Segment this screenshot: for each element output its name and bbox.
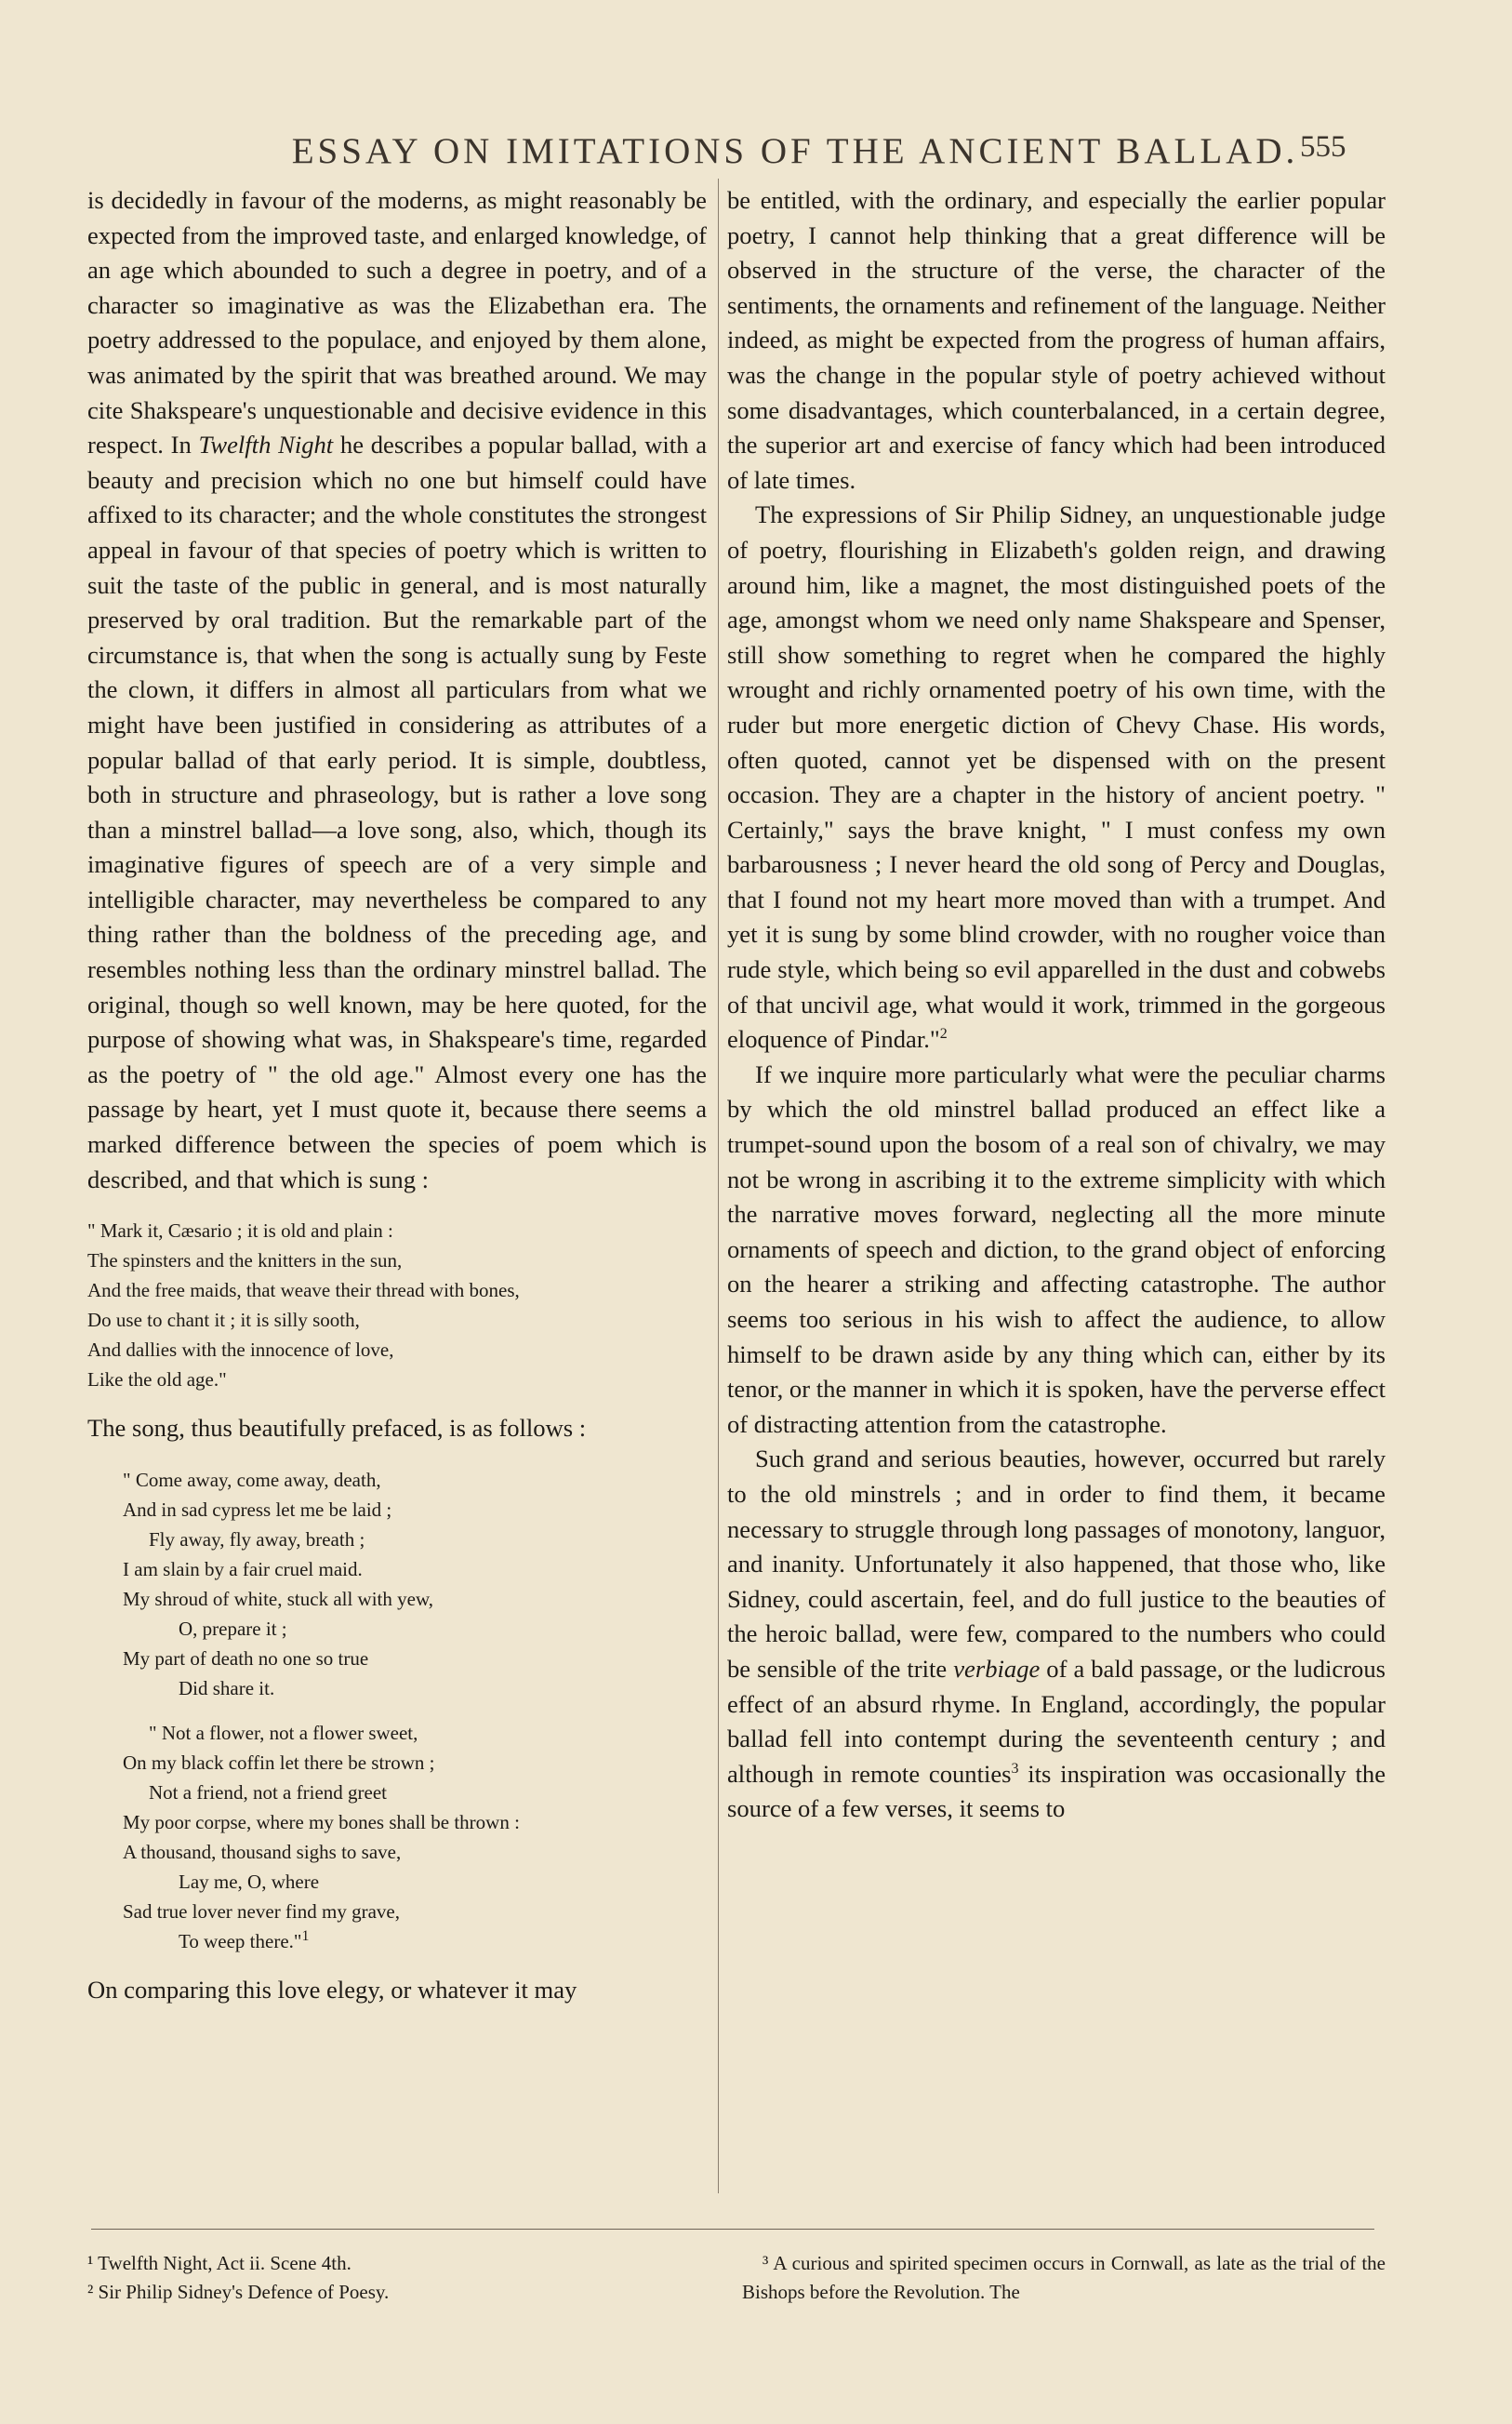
verse-line: Sad true lover never find my grave, [123,1899,400,1923]
paragraph: If we inquire more particularly what were the peculiar charms by which the old minstrel ballad produced an effect like a trumpet-sound upon the bosom of a real son of chivalry, we may not be wrong in ascribing it to the extreme simplicity with which the narrative moves forward, neglecting all the more minute ornaments of speech and diction, to the grand object of enforcing on the hearer a striking and affecting catastrophe. The author seems too serious in his wish to affect the audience, to allow himself to be drawn aside by any thing which can, either by its tenor, or the manner in which it is spoken, have the perverse effect of distracting attention from the catastrophe. [727,1059,1386,1438]
footnote-mark: 1 [301,1927,310,1944]
paragraph [727,498,1386,1058]
footnote-rule [91,2229,1374,2230]
verse-text: To weep there." [179,1929,302,1952]
verse-line: Like the old age." [87,1368,227,1392]
verse-line: Do use to chant it ; it is silly sooth, [87,1309,360,1332]
paragraph: be entitled, with the ordinary, and especially the earlier popular poetry, I cannot help thinking that a great difference will be observed in the structure of the verse, the character of the sentiments, the ornaments and refinement of the language. Neither indeed, as might be expected from the progress of human affairs, was the change in the popular style of poetry achieved without some disadvantages, which counterbalanced, in a certain degree, the superior art and exercise of fancy which had been introduced of late times. [727,186,1386,494]
verse-line: My part of death no one so true [123,1646,369,1670]
paragraph-text: is decidedly in favour of the moderns, as might reasonably be expected from the improved taste, and enlarged knowledge, of an age which abounded to such a degree in poetry, and of a character so imaginative as was the Elizabethan era. The poetry addressed to the populace, and enjoyed by them alone, was animated by the spirit that was breathed around. We may cite Shakspeare's unquestionable and decisive evidence in this respect. In [87,186,707,459]
verse-line: My shroud of white, stuck all with yew, [123,1587,434,1610]
footnote: ³ A curious and spirited specimen occurs in Cornwall, as late as the trial of the Bishops before the Revolution. The [742,2252,1386,2303]
verse-line: The spinsters and the knitters in the sun, [87,1249,403,1272]
paragraph-text: its inspiration was occasionally the source of a few verses, it seems to [727,1759,1386,1823]
footnote-mark: 2 [939,1026,948,1043]
song-verse [87,1465,707,1956]
italic-title: Twelfth Night [198,431,334,459]
verse-line: Not a friend, not a friend greet [149,1780,387,1804]
verse-line: A thousand, thousand sighs to save, [123,1840,402,1863]
paragraph [87,183,707,1197]
paragraph-text: he describes a popular ballad, with a beauty and precision which no one but himself could have affixed to its character; and the whole constitutes the strongest appeal in favour of that species of poetry which is written to suit the taste of the public in general, and is most naturally preserved by oral tradition. But the remarkable part of the circumstance is, that when the song is actually sung by Feste the clown, it differs in almost all particulars from what we might have been justified in considering as attributes of a popular ballad of that early period. It is simple, doubtless, both in structure and phraseology, but is rather a love song than a minstrel ballad—a love song, also, which, though its imaginative figures of speech are of a very simple and intelligible character, may nevertheless be compared to any thing rather than the boldness of the preceding age, and resembles nothing less than the ordinary minstrel ballad. The original, though so well known, may be here quoted, for the purpose of showing what was, in Shakspeare's time, regarded as the poetry of " the old age." Almost every one has the passage by heart, yet I must quote it, because there seems a marked difference between the species of poem which is described, and that which is sung : [87,431,708,1193]
footnote: ² Sir Philip Sidney's Defence of Poesy. [87,2281,390,2303]
verse-line: And dallies with the innocence of love, [87,1339,394,1362]
verse-line [123,1926,707,1956]
verse-line: And in sad cypress let me be laid ; [123,1498,392,1521]
paragraph: On comparing this love elegy, or whatever it may [87,1975,577,2004]
paragraph-text: of a bald passage, or the ludicrous effect of an absurd rhyme. In England, accordingly, the popular ballad fell into contempt during the seventeenth century ; and although in remote counties [727,1654,1386,1788]
stanza [123,1718,707,1956]
verse-line: O, prepare it ; [179,1617,287,1640]
verse-line: " Come away, come away, death, [123,1468,381,1491]
verse-line: Lay me, O, where [179,1870,320,1893]
italic-word: verbiage [953,1654,1041,1683]
footnotes-right [742,2249,1386,2307]
paragraph-text: The expressions of Sir Philip Sidney, an unquestionable judge of poetry, flourishing in Elizabeth's golden reign, and drawing around him, like a magnet, the most distinguished poets of the age, amongst whom we need only name Shakspeare and Spenser, still show something to regret when he compared the highly wrought and richly ornamented poetry of his own time, with the ruder but more energetic diction of Chevy Chase. His words, often quoted, cannot yet be dispensed with on the present occasion. They are a chapter in the history of ancient poetry. " Certainly," says the brave knight, " I must confess my own barbarousness ; I never heard the old song of Percy and Douglas, that I found not my heart more moved than with a trumpet. And yet it is sung by some blind crowder, with no rougher voice than rude style, which being so evil apparelled in the dust and cobwebs of that uncivil age, what would it work, trimmed in the gorgeous eloquence of Pindar." [727,500,1386,1054]
right-column [727,183,1386,1827]
footnote: ¹ Twelfth Night, Act ii. Scene 4th. [87,2252,351,2274]
verse-line: My poor corpse, where my bones shall be thrown : [123,1810,520,1833]
verse-line: On my black coffin let there be strown ; [123,1751,435,1774]
verse-line: Fly away, fly away, breath ; [149,1527,365,1551]
left-column [87,183,707,2007]
paragraph [727,1442,1386,1827]
verse-line: I am slain by a fair cruel maid. [123,1557,363,1580]
paragraph-text: Such grand and serious beauties, however, occurred but rarely to the old minstrels ; and in order to find them, it became necessary to struggle through long passages of monotony, languor, and inanity. Unfortunately it also happened, that those who, like Sidney, could ascertain, feel, and do full justice to the beauties of the heroic ballad, were few, compared to the numbers who could be sensible of the trite [727,1445,1386,1683]
verse-line: " Mark it, Cæsario ; it is old and plain : [87,1219,393,1243]
verse-line: Did share it. [179,1676,275,1699]
footnote-mark: 3 [1011,1760,1019,1777]
verse-line: And the free maids, that weave their thread with bones, [87,1279,520,1302]
paragraph: The song, thus beautifully prefaced, is as follows : [87,1414,587,1443]
verse-line: " Not a flower, not a flower sweet, [149,1721,418,1744]
quoted-verse [87,1216,707,1394]
column-divider [718,179,719,2193]
page-number: 555 [1300,130,1346,164]
footnotes-left [87,2249,701,2307]
running-head-title: ESSAY ON IMITATIONS OF THE ANCIENT BALLAD. [291,131,1299,171]
